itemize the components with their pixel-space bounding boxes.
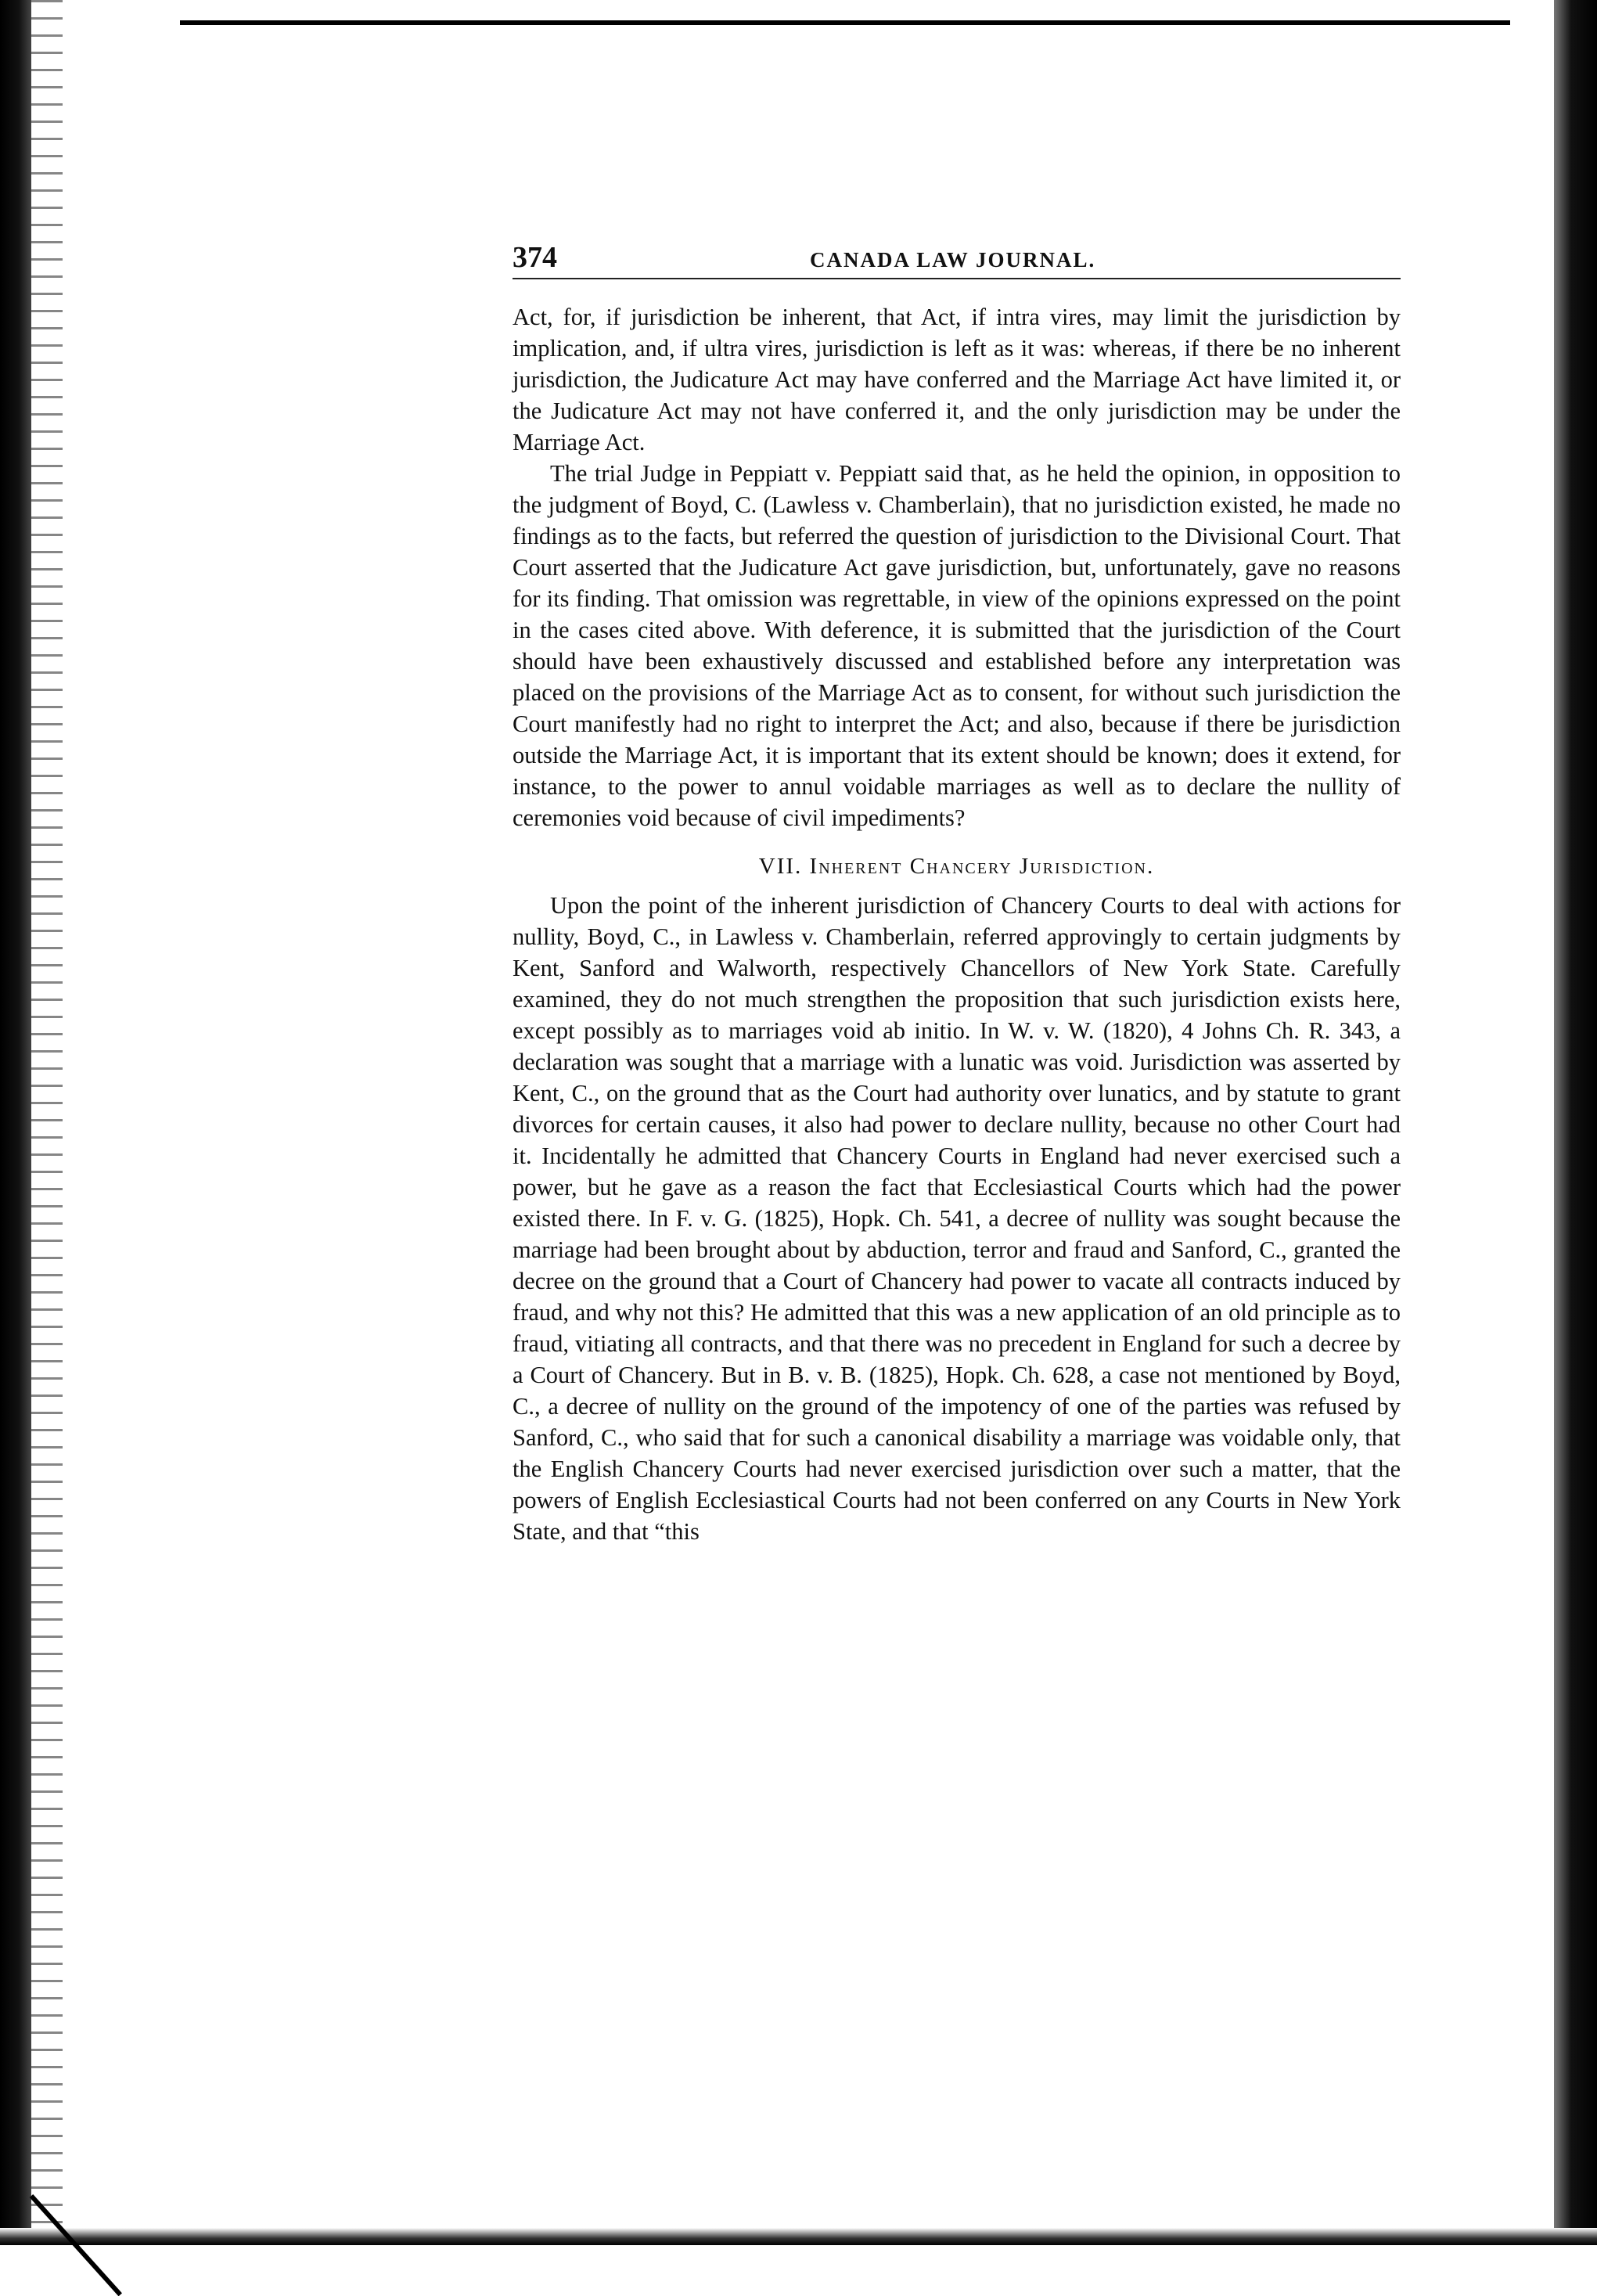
scan-binding-edge — [0, 0, 31, 2245]
section-title: Inherent Chancery Jurisdiction. — [809, 854, 1155, 879]
paragraph-3: Upon the point of the inherent jurisdiction of Chancery Courts to deal with actions for nullity, Boyd, C., in Lawless v. Chamberlain, referred approvingly to certain judgments by Kent, Sanford and Walworth, respectively Chancellors of New York State. Carefully examined, they do not much strengthen the proposition that such jurisdiction exists here, except possibly as to marriages void ab initio. In W. v. W. (1820), 4 Johns Ch. R. 343, a declaration was sought that a marriage with a lunatic was void. Jurisdiction was asserted by Kent, C., on the ground that as the Court had authority over lunatics, and by statute to grant divorces for certain causes, it also had power to declare nullity, because no other Court had it. Incidentally he admitted that Chancery Courts in England had never exercised such a power, but he gave as a reason the fact that Ecclesiastical Courts which had the power existed there. In F. v. G. (1825), Hopk. Ch. 541, a decree of nullity was sought because the marriage had been brought about by abduction, terror and fraud and Sanford, C., granted the decree on the ground that a Court of Chancery had power to vacate all contracts induced by fraud, and why not this? He admitted that this was a new application of an old principle as to fraud, vitiating all contracts, and that there was no precedent in England for such a decree by a Court of Chancery. But in B. v. B. (1825), Hopk. Ch. 628, a case not mentioned by Boyd, C., a decree of nullity on the ground of the impotency of one of the parties was refused by Sanford, C., who said that for such a canonical disability a marriage was voidable only, that the English Chancery Courts had never exercised jurisdiction over such a matter, that the powers of English Ecclesiastical Courts had not been conferred on any Courts in New York State, and that “this — [513, 892, 1401, 1545]
scan-bottom-edge — [0, 2228, 1597, 2245]
scan-top-edge — [180, 20, 1510, 25]
section-numeral: VII. — [758, 854, 803, 879]
section-heading — [513, 851, 1401, 882]
body-text — [513, 301, 1401, 1547]
journal-title: CANADA LAW JOURNAL. — [810, 248, 1096, 272]
paragraph-2: The trial Judge in Peppiatt v. Peppiatt said that, as he held the opinion, in opposition to the judgment of Boyd, C. (Lawless v. Chamberlain), that no jurisdiction existed, he made no findings as to the facts, but referred the question of jurisdiction to the Divisional Court. That Court asserted that the Judicature Act gave jurisdiction, but, unfortunately, gave no reasons for its finding. That omission was regrettable, in view of the opinions expressed on the point in the cases cited above. With deference, it is submitted that the jurisdiction of the Court should have been exhaustively discussed and established before any interpretation was placed on the provisions of the Marriage Act as to consent, for without such jurisdiction the Court manifestly had no right to interpret the Act; and also, because if there be jurisdiction outside the Marriage Act, it is important that its extent should be known; does it extend, for instance, to the power to annul voidable marriages as well as to declare the nullity of ceremonies void because of civil impediments? — [513, 460, 1401, 831]
paragraph-1: Act, for, if jurisdiction be inherent, that Act, if intra vires, may limit the jurisdiction by implication, and, if ultra vires, jurisdiction is left as it was: whereas, if there be no inherent jurisdiction, the Judicature Act may have conferred and the Marriage Act have limited it, or the Judicature Act may not have conferred it, and the only jurisdiction may be under the Marriage Act. — [513, 304, 1401, 455]
scan-right-edge — [1554, 0, 1597, 2245]
scan-binding-speckle — [31, 0, 63, 2245]
page-number: 374 — [513, 241, 557, 274]
running-head — [513, 231, 1401, 279]
book-page — [513, 231, 1401, 1547]
